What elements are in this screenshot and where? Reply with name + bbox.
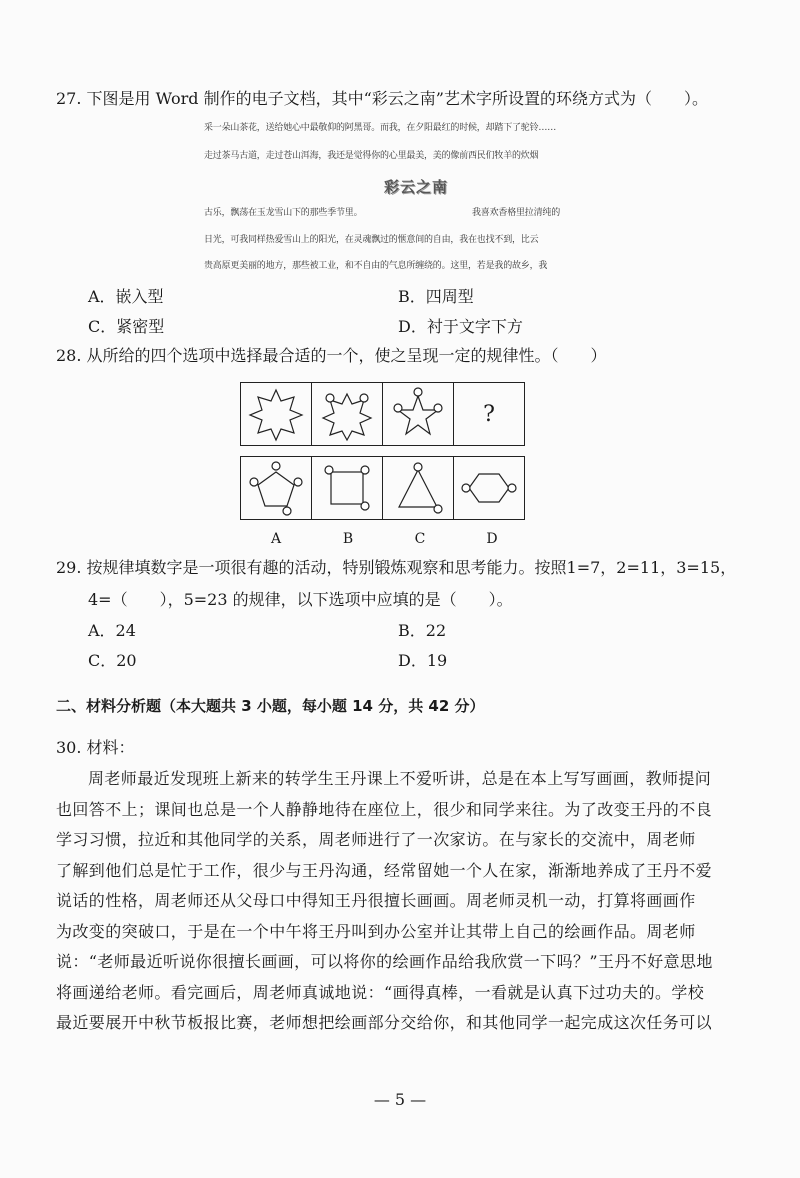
- wordart-caiyunzhinan: 彩云之南: [384, 178, 449, 196]
- question-mark: ?: [483, 401, 495, 427]
- sequence-figure-unknown: [454, 383, 524, 445]
- q29-stem-line1: 29. 按规律填数字是一项很有趣的活动，特别锻炼观察和思考能力。按照1=7，2=11，3=15，: [56, 558, 737, 577]
- pentagram-with-circles-icon: [388, 386, 448, 442]
- material-line: 学习习惯，拉近和其他同学的关系，周老师进行了一次家访。在与家长的交流中，周老师: [56, 830, 696, 849]
- sequence-figure-3: [383, 383, 454, 445]
- doc-line: 采一朵山茶花，送给她心中最敬仰的阿黑哥。而我，在夕阳最红的时候，却踏下了驼铃……: [204, 123, 557, 133]
- material-line: 说：“老师最近听说你很擅长画画，可以将你的绘画作品给我欣赏一下吗？”王丹不好意思地: [56, 952, 713, 971]
- q28-stem: 28. 从所给的四个选项中选择最合适的一个，使之呈现一定的规律性。（ ）: [56, 346, 607, 365]
- q27-stem: 27. 下图是用 Word 制作的电子文档，其中“彩云之南”艺术字所设置的环绕方式为（ ）。: [56, 89, 708, 108]
- material-line: 周老师最近发现班上新来的转学生王丹课上不爱听讲，总是在本上写写画画，教师提问: [88, 769, 712, 788]
- q30-material: [56, 764, 746, 1039]
- option-figure-d: [454, 457, 524, 519]
- doc-line: 日光，可我同样热爱雪山上的阳光，在灵魂飘过的惬意间的自由，我在也找不到，比云: [204, 235, 539, 245]
- option-figure-b: [312, 457, 383, 519]
- material-line: 将画递给老师。看完画后，周老师真诚地说：“画得真棒，一看就是认真下过功夫的。学校: [56, 982, 705, 1002]
- doc-line: 走过茶马古道，走过苍山洱海，我还是觉得你的心里最美，美的像前西民们牧羊的炊烟: [204, 151, 539, 161]
- word-document-figure: [200, 118, 580, 271]
- q27-option-d: D．衬于文字下方: [398, 317, 523, 336]
- option-label-d: D: [486, 531, 498, 547]
- q29-stem-line2: 4=（ ），5=23 的规律，以下选项中应填的是（ ）。: [88, 590, 513, 609]
- option-label-b: B: [342, 531, 354, 547]
- material-line: 也回答不上；课间也总是一个人静静地待在座位上，很少和同学来往。为了改变王丹的不良: [56, 799, 713, 819]
- q29-option-a: A．24: [88, 621, 136, 640]
- q28-option-labels: [240, 528, 528, 547]
- pentagon-with-circles-icon: [246, 460, 306, 516]
- doc-line: 贵高原更美丽的地方，那些被工业，和不自由的气息所缠绕的。这里，若是我的故乡，我: [204, 261, 548, 271]
- q28-sequence-row: [240, 382, 525, 446]
- q29-option-d: D．19: [398, 651, 448, 670]
- section-title: 二、材料分析题（本大题共 3 小题，每小题 14 分，共 42 分）: [56, 697, 485, 715]
- q29-option-c: C．20: [88, 651, 137, 670]
- sequence-figure-2: [312, 383, 383, 445]
- option-figure-a: [241, 457, 312, 519]
- square-with-circles-icon: [317, 460, 377, 516]
- material-line: 最近要展开中秋节板报比赛，老师想把绘画部分交给你，和其他同学一起完成这次任务可以: [56, 1013, 713, 1032]
- doc-line: 古乐，飘荡在玉龙雪山下的那些季节里。: [204, 208, 363, 218]
- q27-option-c: C．紧密型: [88, 317, 165, 336]
- q30-label: 30. 材料：: [56, 738, 135, 757]
- option-label-c: C: [414, 531, 426, 547]
- q28-options-row: [240, 456, 525, 520]
- q29-option-b: B．22: [398, 621, 447, 640]
- option-label-a: A: [270, 531, 282, 547]
- star-with-circles-icon: [317, 386, 377, 442]
- eight-point-star-icon: [246, 386, 306, 442]
- material-line: 了解到他们总是忙于工作，很少与王丹沟通，经常留她一个人在家，渐渐地养成了王丹不爱: [56, 860, 713, 880]
- material-line: 说话的性格，周老师还从父母口中得知王丹很擅长画画。周老师灵机一动，打算将画画作: [56, 891, 696, 910]
- doc-line: 我喜欢香格里拉清纯的: [472, 208, 561, 218]
- q27-option-a: A．嵌入型: [88, 287, 164, 306]
- hexagon-with-circles-icon: [459, 460, 519, 516]
- q27-option-b: B．四周型: [398, 287, 474, 306]
- option-figure-c: [383, 457, 454, 519]
- sequence-figure-1: [241, 383, 312, 445]
- material-line: 为改变的突破口，于是在一个中午将王丹叫到办公室并让其带上自己的绘画作品。周老师: [56, 921, 696, 941]
- triangle-with-circles-icon: [388, 460, 448, 516]
- page-number: — 5 —: [373, 1090, 427, 1109]
